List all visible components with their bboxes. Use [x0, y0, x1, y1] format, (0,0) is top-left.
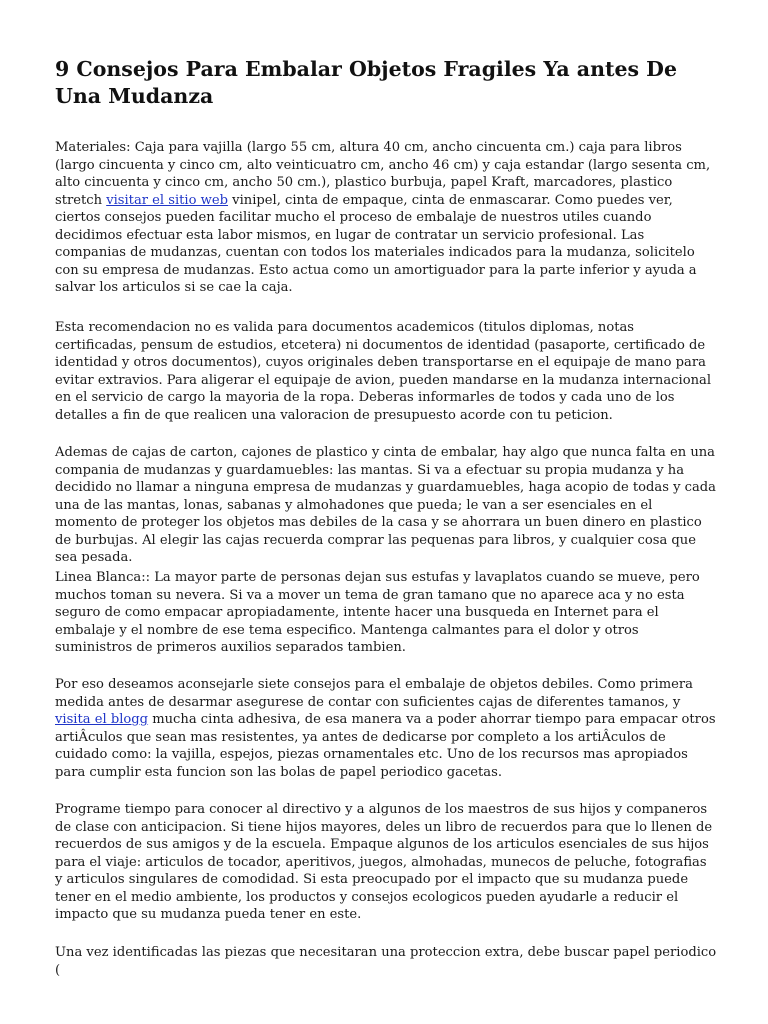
paragraph-recomendacion: Esta recomendacion no es valida para documentos academicos (titulos diplomas, notas certificadas, pensum de estudios, etcetera) ni documentos de identidad (pasaporte, certificado de identidad y otros documentos), cuyos originales deben transportarse en el equipaje de mano para evitar extravios. Para aligerar el equipaje de avion, pueden mandarse en la mudanza internacional en el servicio de cargo la mayoria de la ropa. Deberas informarles de todos y cada uno de los detalles a fin de que realicen una valoracion de presupuesto acorde con tu peticion.	[55, 320, 712, 423]
paragraph-text: Materiales: Caja para vajilla (largo 55 cm, altura 40 cm, ancho cincuenta cm.) caja para libros (largo cincuenta y cinco cm, alto veinticuatro cm, ancho 46 cm) y caja estandar (largo sesenta cm, alto cincuenta y cinco cm, ancho 50 cm.), plastico burbuja, papel Kraft, marcadores, plastico stretch	[55, 140, 711, 208]
visitar-sitio-web-link[interactable]: visitar el sitio web	[106, 192, 229, 208]
paragraph-consejos	[55, 676, 717, 781]
paragraph-text: Por eso deseamos aconsejarle siete consejos para el embalaje de objetos debiles. Como primera medida antes de desarmar asegurese de contar con suficientes cajas de diferentes tamanos, y	[55, 677, 693, 710]
paragraph-papel-periodico: Una vez identificadas las piezas que necesitaran una proteccion extra, debe buscar papel periodico (	[55, 945, 717, 978]
page-title: 9 Consejos Para Embalar Objetos Fragiles Ya antes De Una Mudanza	[55, 57, 677, 108]
paragraph-linea-blanca: Linea Blanca:: La mayor parte de personas dejan sus estufas y lavaplatos cuando se mueve, pero muchos toman su nevera. Si va a mover un tema de gran tamano que no aparece aca y no esta seguro de como empacar apropiadamente, intente hacer una busqueda en Internet para el embalaje y el nombre de ese tema especifico. Mantenga calmantes para el dolor y otros suministros de primeros auxilios separados tambien.	[55, 570, 700, 656]
paragraph-text: vinipel, cinta de empaque, cinta de enmascarar. Como puedes ver, ciertos consejos pueden facilitar mucho el proceso de embalaje de nuestros utiles cuando decidimos efectuar esta labor mismos, en lugar de contratar un servicio profesional. Las companias de mudanzas, cuentan con todos los materiales indicados para la mudanza, solicitelo con su empresa de mudanzas. Esto actua como un amortiguador para la parte inferior y ayuda a salvar los articulos si se cae la caja.	[55, 192, 697, 296]
paragraph-mantas: Ademas de cajas de carton, cajones de plastico y cinta de embalar, hay algo que nunca falta en una compania de mudanzas y guardamuebles: las mantas. Si va a efectuar su propia mudanza y ha decidido no llamar a ninguna empresa de mudanzas y guardamuebles, haga acopio de todas y cada una de las mantas, lonas, sabanas y almohadones que pueda; le van a ser esenciales en el momento de proteger los objetos mas debiles de la casa y se ahorrara un buen dinero en plastico de burbujas. Al elegir las cajas recuerda comprar las pequenas para libros, y cualquier cosa que sea pesada.	[55, 445, 716, 566]
visita-el-blogg-link[interactable]: visita el blogg	[55, 712, 149, 728]
paragraph-hijos: Programe tiempo para conocer al directivo y a algunos de los maestros de sus hijos y companeros de clase con anticipacion. Si tiene hijos mayores, deles un libro de recuerdos para que lo llenen de recuerdos de sus amigos y de la escuela. Empaque algunos de los articulos esenciales de sus hijos para el viaje: articulos de tocador, aperitivos, juegos, almohadas, munecos de peluche, fotografias y articulos singulares de comodidad. Si esta preocupado por el impacto que su mudanza puede tener en el medio ambiente, los productos y consejos ecologicos pueden ayudarle a reducir el impacto que su mudanza pueda tener en este.	[55, 802, 713, 923]
paragraph-text: mucha cinta adhesiva, de esa manera va a poder ahorrar tiempo para empacar otros artiÂculos que sean mas resistentes, ya antes de dedicarse por completo a los artiÂculos de cuidado como: la vajilla, espejos, piezas ornamentales etc. Uno de los recursos mas apropiados para cumplir esta funcion son las bolas de papel periodico gacetas.	[55, 712, 716, 780]
paragraph-materials	[55, 139, 717, 297]
